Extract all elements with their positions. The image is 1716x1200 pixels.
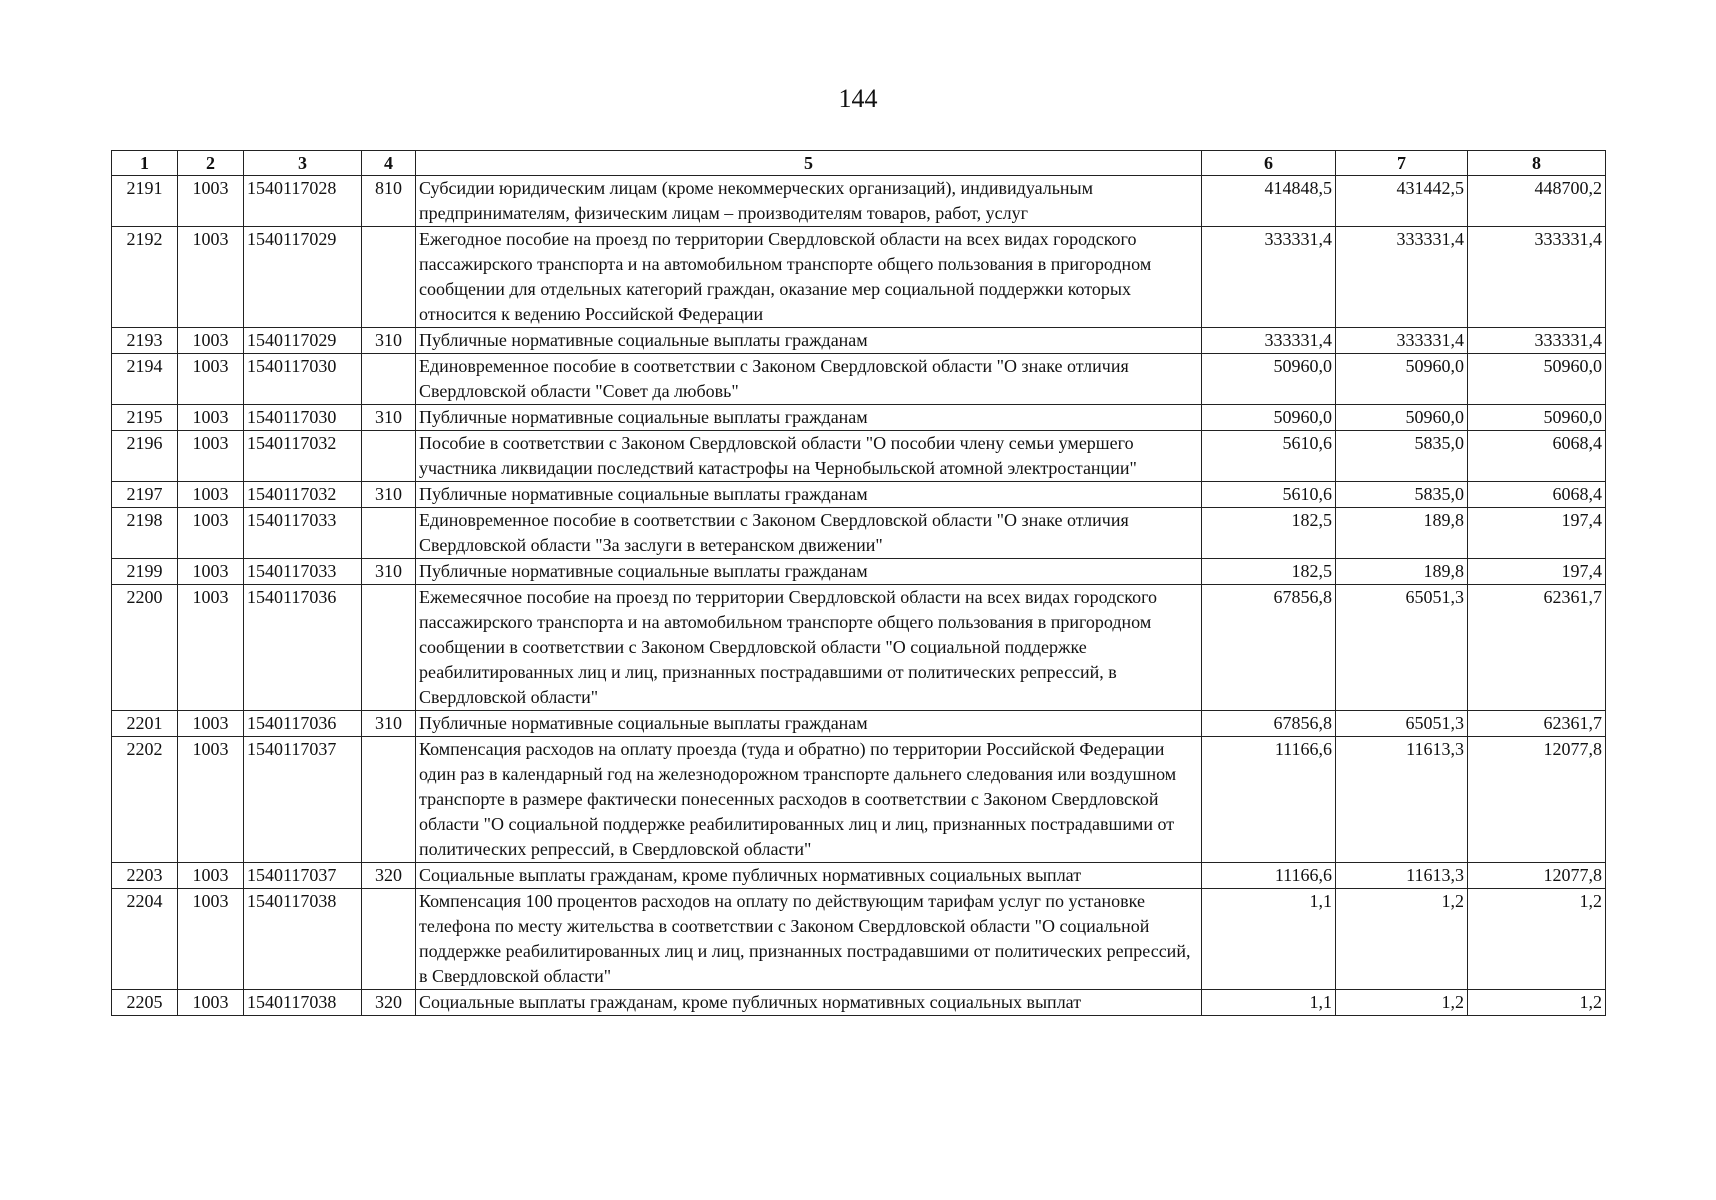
description-cell: Субсидии юридическим лицам (кроме некоммерческих организаций), индивидуальным предпринимателям, физическим лицам – производителям товаров, работ, услуг <box>416 176 1202 227</box>
expense-type-cell: 810 <box>362 176 416 227</box>
table-header-row <box>112 151 1606 176</box>
amount-col8-cell: 62361,7 <box>1468 711 1606 737</box>
section-code-cell: 1003 <box>178 508 244 559</box>
amount-col6-cell: 1,1 <box>1202 889 1336 990</box>
row-number-cell: 2195 <box>112 405 178 431</box>
row-number-cell: 2204 <box>112 889 178 990</box>
amount-col6-cell: 5610,6 <box>1202 482 1336 508</box>
row-number-cell: 2193 <box>112 328 178 354</box>
amount-col6-cell: 67856,8 <box>1202 711 1336 737</box>
row-number-cell: 2196 <box>112 431 178 482</box>
section-code-cell: 1003 <box>178 711 244 737</box>
amount-col8-cell: 12077,8 <box>1468 863 1606 889</box>
target-article-cell: 1540117029 <box>244 328 362 354</box>
amount-col8-cell: 50960,0 <box>1468 405 1606 431</box>
amount-col8-cell: 197,4 <box>1468 559 1606 585</box>
table-row <box>112 990 1606 1016</box>
target-article-cell: 1540117033 <box>244 508 362 559</box>
table-body <box>112 176 1606 1016</box>
description-cell: Социальные выплаты гражданам, кроме публичных нормативных социальных выплат <box>416 863 1202 889</box>
table-row <box>112 227 1606 328</box>
expense-type-cell <box>362 737 416 863</box>
expense-type-cell <box>362 585 416 711</box>
row-number-cell: 2191 <box>112 176 178 227</box>
amount-col6-cell: 182,5 <box>1202 559 1336 585</box>
section-code-cell: 1003 <box>178 737 244 863</box>
amount-col7-cell: 189,8 <box>1336 508 1468 559</box>
amount-col7-cell: 5835,0 <box>1336 482 1468 508</box>
target-article-cell: 1540117037 <box>244 863 362 889</box>
amount-col6-cell: 11166,6 <box>1202 737 1336 863</box>
amount-col7-cell: 65051,3 <box>1336 585 1468 711</box>
amount-col6-cell: 1,1 <box>1202 990 1336 1016</box>
amount-col7-cell: 5835,0 <box>1336 431 1468 482</box>
row-number-cell: 2197 <box>112 482 178 508</box>
description-cell: Публичные нормативные социальные выплаты гражданам <box>416 482 1202 508</box>
table-row <box>112 889 1606 990</box>
column-header: 6 <box>1202 151 1336 176</box>
amount-col7-cell: 431442,5 <box>1336 176 1468 227</box>
row-number-cell: 2201 <box>112 711 178 737</box>
expense-type-cell <box>362 889 416 990</box>
row-number-cell: 2205 <box>112 990 178 1016</box>
target-article-cell: 1540117030 <box>244 405 362 431</box>
amount-col6-cell: 50960,0 <box>1202 405 1336 431</box>
section-code-cell: 1003 <box>178 990 244 1016</box>
target-article-cell: 1540117030 <box>244 354 362 405</box>
amount-col7-cell: 1,2 <box>1336 990 1468 1016</box>
amount-col8-cell: 1,2 <box>1468 990 1606 1016</box>
target-article-cell: 1540117037 <box>244 737 362 863</box>
target-article-cell: 1540117032 <box>244 482 362 508</box>
amount-col8-cell: 50960,0 <box>1468 354 1606 405</box>
budget-table <box>111 150 1606 1016</box>
description-cell: Публичные нормативные социальные выплаты гражданам <box>416 405 1202 431</box>
table-row <box>112 176 1606 227</box>
row-number-cell: 2192 <box>112 227 178 328</box>
description-cell: Компенсация расходов на оплату проезда (туда и обратно) по территории Российской Федерации один раз в календарный год на железнодорожном транспорте дальнего следования или воздушном транспорте в размере фактически понесенных расходов в соответствии с Законом Свердловской области "О социальной поддержке реабилитированных лиц и лиц, признанных пострадавшими от политических репрессий, в Свердловской области" <box>416 737 1202 863</box>
description-cell: Социальные выплаты гражданам, кроме публичных нормативных социальных выплат <box>416 990 1202 1016</box>
amount-col7-cell: 11613,3 <box>1336 863 1468 889</box>
amount-col7-cell: 1,2 <box>1336 889 1468 990</box>
description-cell: Публичные нормативные социальные выплаты гражданам <box>416 711 1202 737</box>
section-code-cell: 1003 <box>178 227 244 328</box>
amount-col6-cell: 333331,4 <box>1202 328 1336 354</box>
expense-type-cell: 310 <box>362 711 416 737</box>
column-header: 7 <box>1336 151 1468 176</box>
row-number-cell: 2202 <box>112 737 178 863</box>
column-header: 3 <box>244 151 362 176</box>
amount-col6-cell: 5610,6 <box>1202 431 1336 482</box>
amount-col8-cell: 333331,4 <box>1468 227 1606 328</box>
table-row <box>112 737 1606 863</box>
section-code-cell: 1003 <box>178 482 244 508</box>
description-cell: Публичные нормативные социальные выплаты гражданам <box>416 328 1202 354</box>
amount-col6-cell: 67856,8 <box>1202 585 1336 711</box>
amount-col7-cell: 50960,0 <box>1336 354 1468 405</box>
target-article-cell: 1540117038 <box>244 990 362 1016</box>
description-cell: Единовременное пособие в соответствии с Законом Свердловской области "О знаке отличия Свердловской области "Совет да любовь" <box>416 354 1202 405</box>
column-header: 4 <box>362 151 416 176</box>
row-number-cell: 2199 <box>112 559 178 585</box>
target-article-cell: 1540117036 <box>244 711 362 737</box>
expense-type-cell: 320 <box>362 990 416 1016</box>
row-number-cell: 2203 <box>112 863 178 889</box>
table-row <box>112 405 1606 431</box>
column-header: 5 <box>416 151 1202 176</box>
amount-col6-cell: 182,5 <box>1202 508 1336 559</box>
expense-type-cell <box>362 354 416 405</box>
description-cell: Компенсация 100 процентов расходов на оплату по действующим тарифам услуг по установке телефона по месту жительства в соответствии с Законом Свердловской области "О социальной поддержке реабилитированных лиц и лиц, признанных пострадавшими от политических репрессий, в Свердловской области" <box>416 889 1202 990</box>
column-header: 8 <box>1468 151 1606 176</box>
table-row <box>112 431 1606 482</box>
row-number-cell: 2198 <box>112 508 178 559</box>
description-cell: Ежегодное пособие на проезд по территории Свердловской области на всех видах городского пассажирского транспорта и на автомобильном транспорте общего пользования в пригородном сообщении для отдельных категорий граждан, оказание мер социальной поддержки которых относится к ведению Российской Федерации <box>416 227 1202 328</box>
section-code-cell: 1003 <box>178 354 244 405</box>
amount-col6-cell: 333331,4 <box>1202 227 1336 328</box>
column-header: 2 <box>178 151 244 176</box>
target-article-cell: 1540117036 <box>244 585 362 711</box>
amount-col8-cell: 197,4 <box>1468 508 1606 559</box>
target-article-cell: 1540117032 <box>244 431 362 482</box>
amount-col6-cell: 414848,5 <box>1202 176 1336 227</box>
table-row <box>112 863 1606 889</box>
amount-col8-cell: 448700,2 <box>1468 176 1606 227</box>
section-code-cell: 1003 <box>178 328 244 354</box>
section-code-cell: 1003 <box>178 176 244 227</box>
amount-col7-cell: 50960,0 <box>1336 405 1468 431</box>
table-row <box>112 559 1606 585</box>
description-cell: Публичные нормативные социальные выплаты гражданам <box>416 559 1202 585</box>
expense-type-cell: 310 <box>362 482 416 508</box>
description-cell: Единовременное пособие в соответствии с Законом Свердловской области "О знаке отличия Свердловской области "За заслуги в ветеранском движении" <box>416 508 1202 559</box>
table-row <box>112 585 1606 711</box>
expense-type-cell: 310 <box>362 328 416 354</box>
amount-col8-cell: 62361,7 <box>1468 585 1606 711</box>
table-row <box>112 508 1606 559</box>
target-article-cell: 1540117033 <box>244 559 362 585</box>
expense-type-cell: 320 <box>362 863 416 889</box>
description-cell: Ежемесячное пособие на проезд по территории Свердловской области на всех видах городского пассажирского транспорта и на автомобильном транспорте общего пользования в пригородном сообщении в соответствии с Законом Свердловской области "О социальной поддержке реабилитированных лиц и лиц, признанных пострадавшими от политических репрессий, в Свердловской области" <box>416 585 1202 711</box>
row-number-cell: 2200 <box>112 585 178 711</box>
amount-col6-cell: 11166,6 <box>1202 863 1336 889</box>
section-code-cell: 1003 <box>178 863 244 889</box>
table-row <box>112 328 1606 354</box>
amount-col8-cell: 6068,4 <box>1468 431 1606 482</box>
expense-type-cell <box>362 431 416 482</box>
table-row <box>112 482 1606 508</box>
target-article-cell: 1540117029 <box>244 227 362 328</box>
amount-col8-cell: 12077,8 <box>1468 737 1606 863</box>
section-code-cell: 1003 <box>178 405 244 431</box>
amount-col6-cell: 50960,0 <box>1202 354 1336 405</box>
amount-col8-cell: 333331,4 <box>1468 328 1606 354</box>
amount-col7-cell: 333331,4 <box>1336 328 1468 354</box>
table-row <box>112 354 1606 405</box>
expense-type-cell: 310 <box>362 405 416 431</box>
amount-col8-cell: 6068,4 <box>1468 482 1606 508</box>
target-article-cell: 1540117028 <box>244 176 362 227</box>
section-code-cell: 1003 <box>178 431 244 482</box>
amount-col7-cell: 65051,3 <box>1336 711 1468 737</box>
expense-type-cell: 310 <box>362 559 416 585</box>
amount-col8-cell: 1,2 <box>1468 889 1606 990</box>
column-header: 1 <box>112 151 178 176</box>
row-number-cell: 2194 <box>112 354 178 405</box>
target-article-cell: 1540117038 <box>244 889 362 990</box>
section-code-cell: 1003 <box>178 889 244 990</box>
table-row <box>112 711 1606 737</box>
description-cell: Пособие в соответствии с Законом Свердловской области "О пособии члену семьи умершего участника ликвидации последствий катастрофы на Чернобыльской атомной электростанции" <box>416 431 1202 482</box>
section-code-cell: 1003 <box>178 559 244 585</box>
amount-col7-cell: 189,8 <box>1336 559 1468 585</box>
amount-col7-cell: 333331,4 <box>1336 227 1468 328</box>
page-number: 144 <box>838 84 878 113</box>
expense-type-cell <box>362 508 416 559</box>
amount-col7-cell: 11613,3 <box>1336 737 1468 863</box>
expense-type-cell <box>362 227 416 328</box>
section-code-cell: 1003 <box>178 585 244 711</box>
